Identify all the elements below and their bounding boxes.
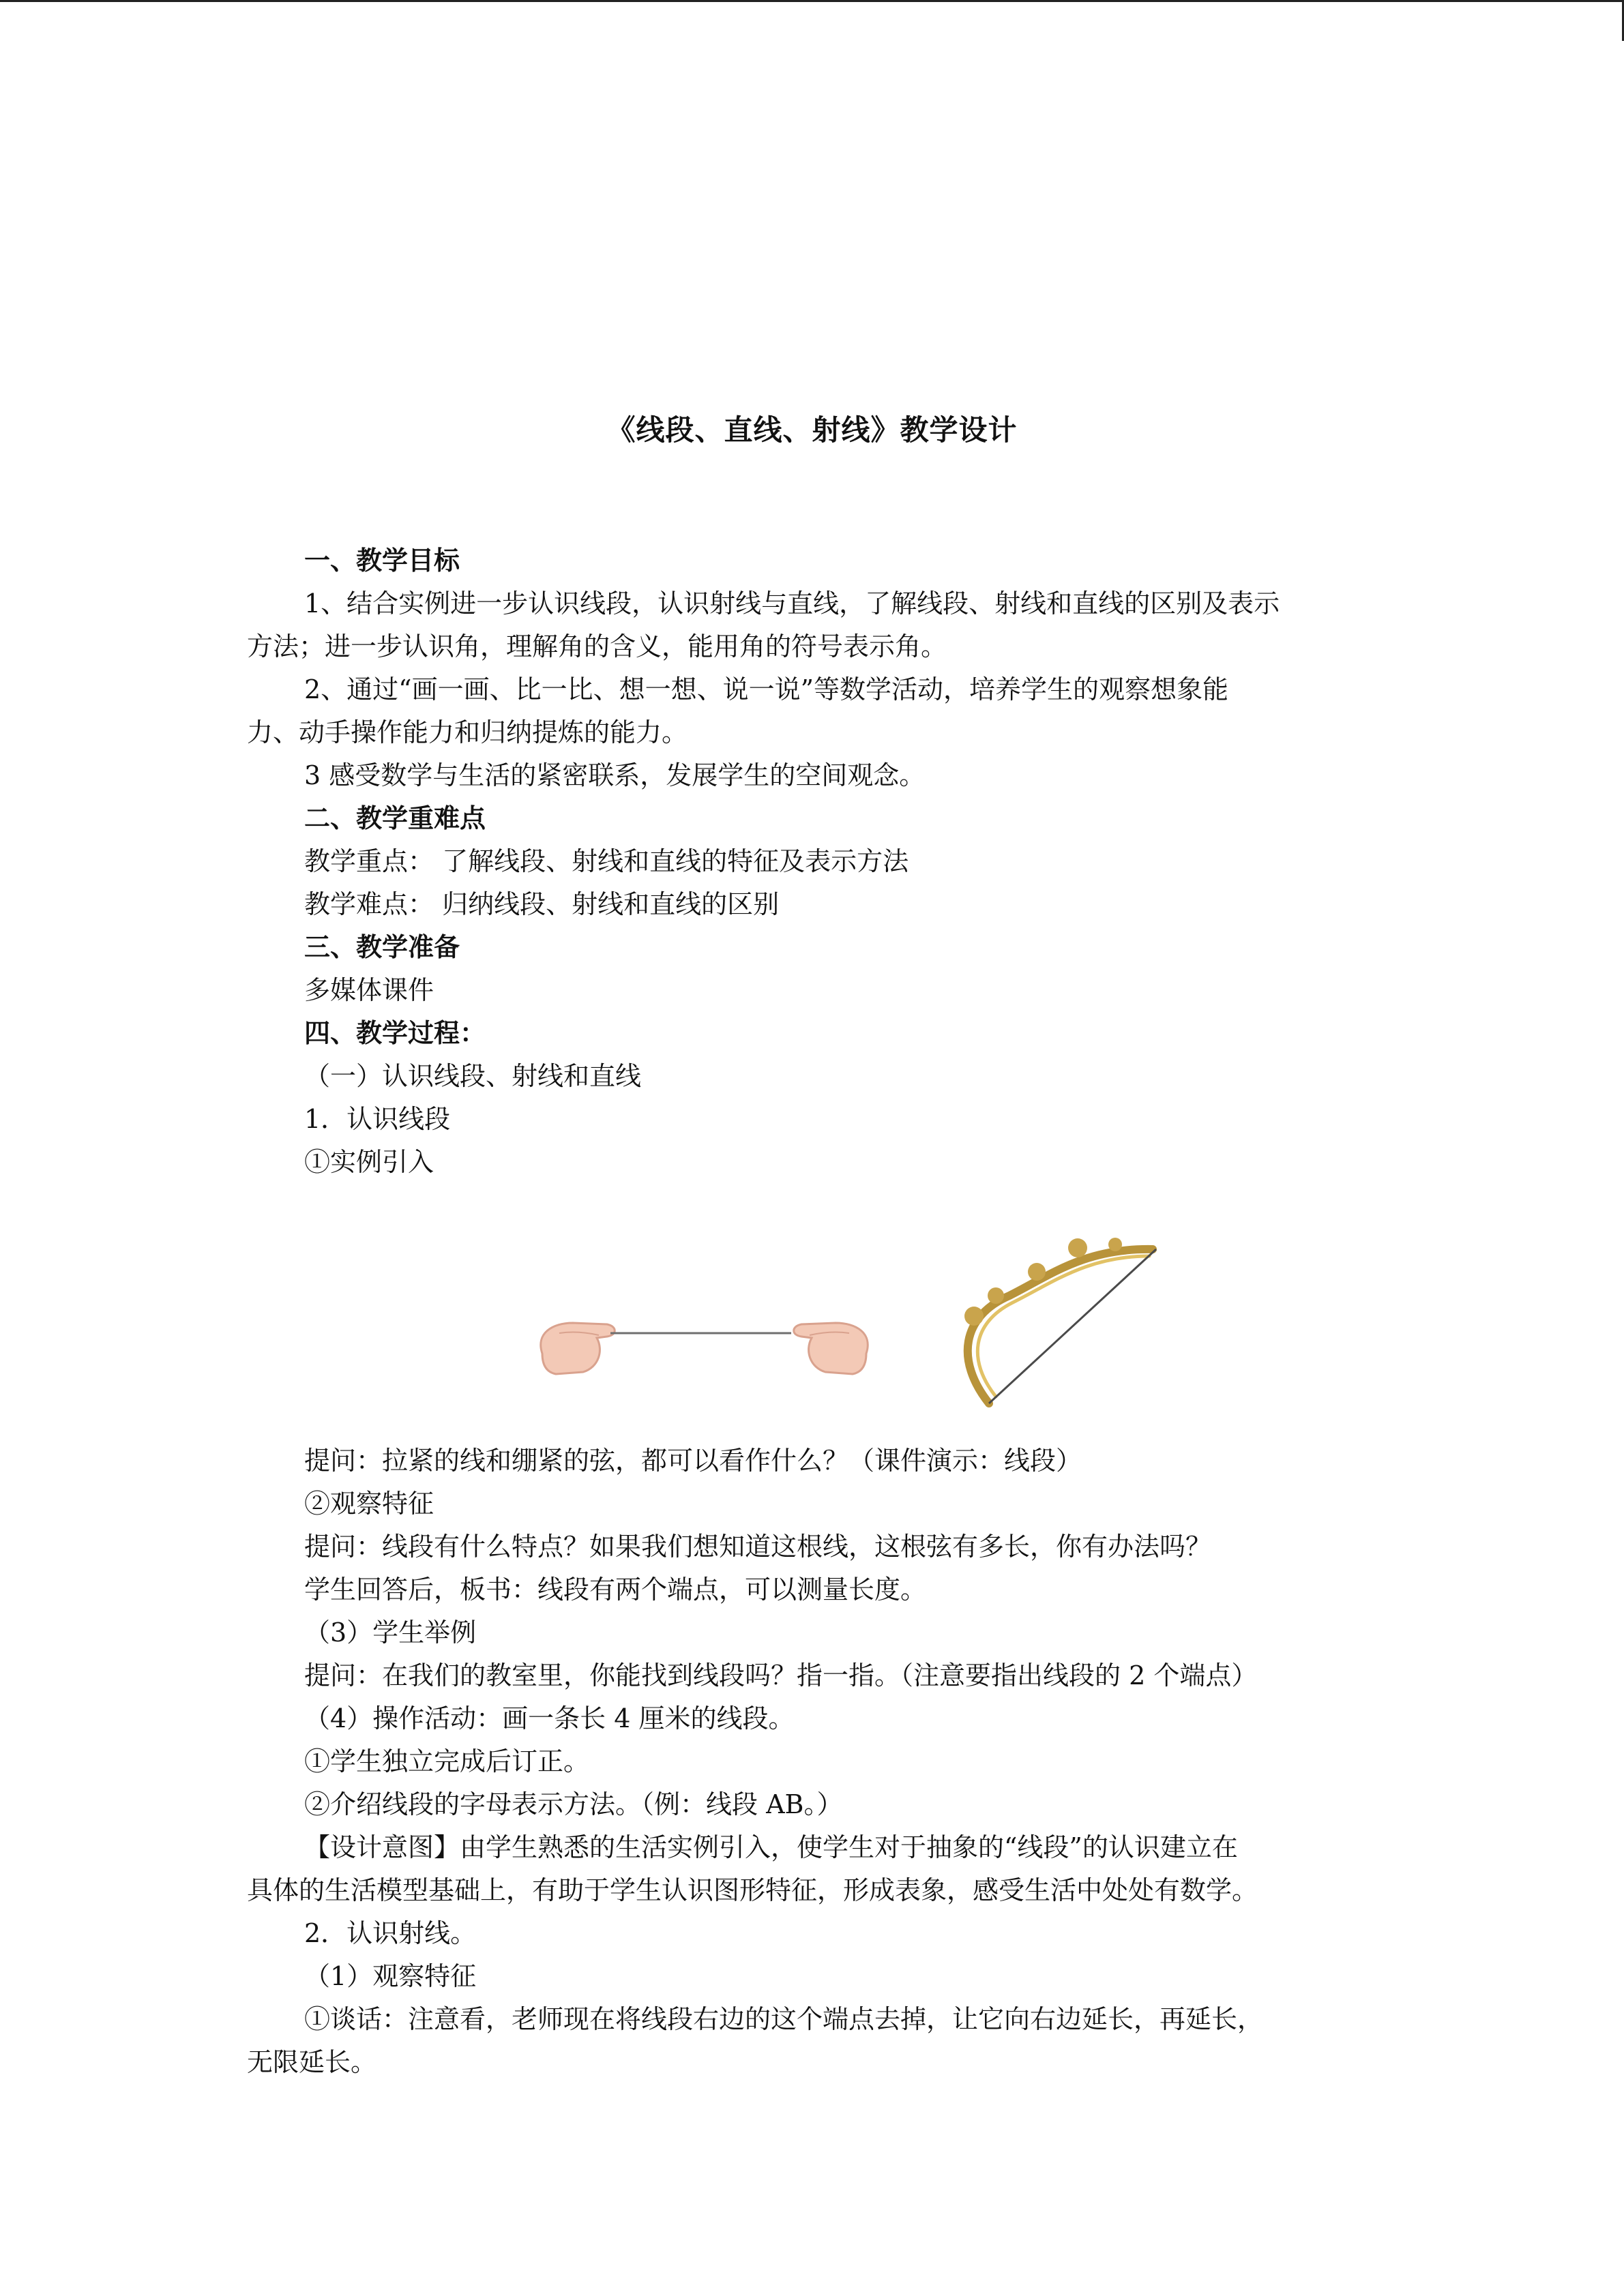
paragraph-line: ①学生独立完成后订正。 bbox=[304, 1746, 590, 1776]
example-illustration bbox=[518, 1221, 1200, 1418]
paragraph-line: 教学重点： 了解线段、射线和直线的特征及表示方法 bbox=[304, 846, 909, 876]
section-heading-preparation: 三、教学准备 bbox=[304, 932, 460, 962]
paragraph-line: 学生回答后，板书：线段有两个端点，可以测量长度。 bbox=[304, 1575, 927, 1605]
section-heading-process: 四、教学过程： bbox=[304, 1018, 486, 1048]
page-top-border bbox=[0, 0, 1624, 2]
paragraph-line: ②介绍线段的字母表示方法。（例：线段 AB。） bbox=[304, 1789, 843, 1819]
paragraph-line: （4）操作活动：画一条长 4 厘米的线段。 bbox=[304, 1703, 795, 1733]
bow-with-string-image bbox=[964, 1238, 1156, 1403]
paragraph-line: ②观察特征 bbox=[304, 1489, 434, 1519]
paragraph-line: ①谈话：注意看，老师现在将线段右边的这个端点去掉，让它向右边延长，再延长， bbox=[304, 2004, 1264, 2034]
document-title: 《线段、直线、射线》教学设计 bbox=[606, 413, 1018, 447]
hands-holding-string-image bbox=[541, 1323, 868, 1374]
paragraph-line: （3）学生举例 bbox=[304, 1617, 477, 1648]
paragraph-line: 力、动手操作能力和归纳提炼的能力。 bbox=[247, 717, 688, 747]
paragraph-line: 1．认识线段 bbox=[304, 1104, 451, 1134]
paragraph-line: 具体的生活模型基础上，有助于学生认识图形特征，形成表象，感受生活中处处有数学。 bbox=[247, 1875, 1258, 1905]
section-heading-goals: 一、教学目标 bbox=[304, 546, 460, 576]
paragraph-line: 3 感受数学与生活的紧密联系，发展学生的空间观念。 bbox=[304, 760, 926, 790]
paragraph-line: 提问：拉紧的线和绷紧的弦，都可以看作什么？（课件演示：线段） bbox=[304, 1446, 1082, 1476]
paragraph-line: 1、结合实例进一步认识线段，认识射线与直线，了解线段、射线和直线的区别及表示 bbox=[304, 588, 1280, 618]
paragraph-line: 无限延长。 bbox=[247, 2047, 377, 2077]
section-heading-keypoints: 二、教学重难点 bbox=[304, 803, 486, 833]
paragraph-line: 提问：在我们的教室里，你能找到线段吗？指一指。（注意要指出线段的 2 个端点） bbox=[304, 1660, 1258, 1690]
paragraph-line: ①实例引入 bbox=[304, 1147, 434, 1177]
paragraph-line: 2、通过“画一画、比一比、想一想、说一说”等数学活动，培养学生的观察想象能 bbox=[304, 674, 1229, 704]
paragraph-line: （1）观察特征 bbox=[304, 1961, 477, 1991]
paragraph-line: 提问：线段有什么特点？如果我们想知道这根线，这根弦有多长，你有办法吗？ bbox=[304, 1532, 1212, 1562]
paragraph-line: 方法；进一步认识角，理解角的含义，能用角的符号表示角。 bbox=[247, 631, 947, 661]
paragraph-line: 2．认识射线。 bbox=[304, 1918, 477, 1948]
paragraph-line: （一）认识线段、射线和直线 bbox=[304, 1061, 642, 1091]
paragraph-line: 多媒体课件 bbox=[304, 975, 434, 1005]
paragraph-line: 【设计意图】由学生熟悉的生活实例引入，使学生对于抽象的“线段”的认识建立在 bbox=[304, 1832, 1238, 1862]
paragraph-line: 教学难点： 归纳线段、射线和直线的区别 bbox=[304, 889, 780, 919]
